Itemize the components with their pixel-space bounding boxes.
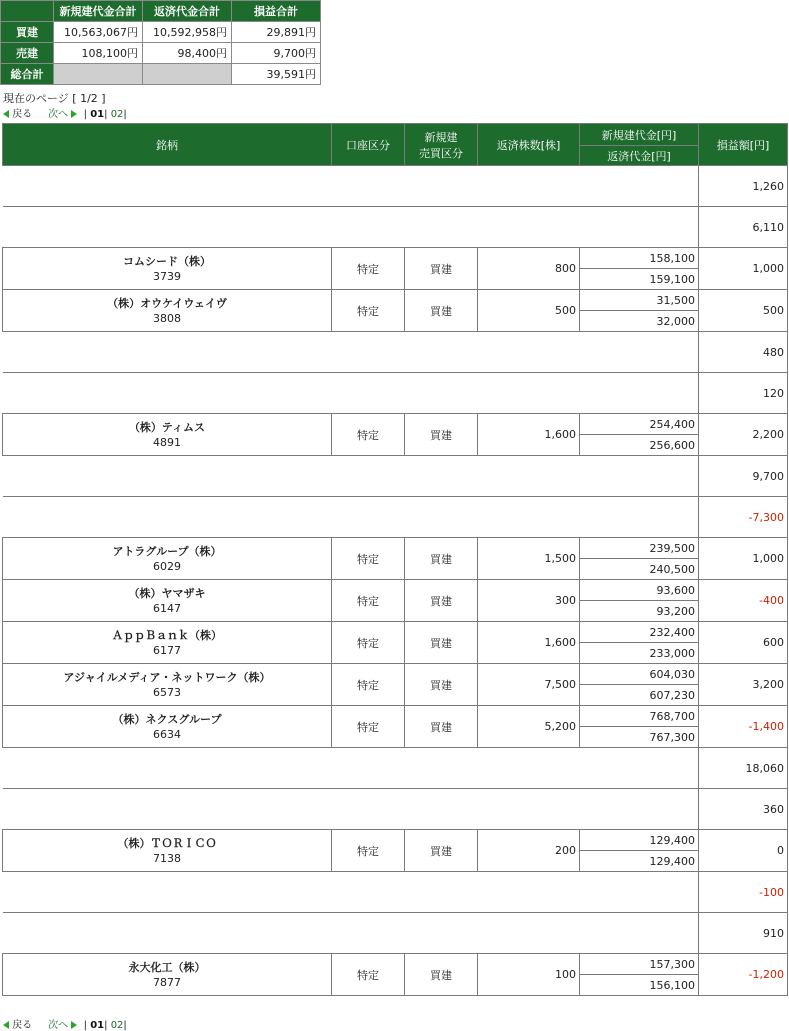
stock-code: 3739 (153, 269, 181, 283)
blank-cell (3, 332, 699, 373)
close-amount: 159,100 (580, 269, 699, 290)
close-amount: 156,100 (580, 975, 699, 996)
table-row-blank (3, 456, 788, 497)
trade-type: 買建 (405, 664, 478, 706)
table-row-blank (3, 207, 788, 248)
table-row-blank (3, 332, 788, 373)
account-type: 特定 (332, 580, 405, 622)
profit-loss: -100 (699, 872, 788, 913)
table-row-blank (3, 913, 788, 954)
prev-label: 戻る (12, 1020, 33, 1031)
open-amount: 768,700 (580, 706, 699, 727)
table-row (3, 290, 788, 311)
profit-loss: 1,000 (699, 248, 788, 290)
header-trade-type-line1: 新規建 (424, 130, 458, 144)
blank-cell (3, 166, 699, 207)
profit-loss: 9,700 (699, 456, 788, 497)
close-amount: 129,400 (580, 851, 699, 872)
quantity: 500 (478, 290, 580, 332)
quantity: 300 (478, 580, 580, 622)
summary-cell: 10,563,067円 (54, 22, 143, 43)
open-amount: 254,400 (580, 414, 699, 435)
profit-loss: 480 (699, 332, 788, 373)
positions-table (2, 123, 788, 996)
trade-type: 買建 (405, 414, 478, 456)
table-row (3, 664, 788, 685)
stock-name: （株）ティムス (128, 420, 206, 434)
stock-name: （株）ヤマザキ (128, 586, 206, 600)
trade-type: 買建 (405, 290, 478, 332)
close-amount: 256,600 (580, 435, 699, 456)
trade-type: 買建 (405, 622, 478, 664)
summary-header-open: 新規建代金合計 (54, 1, 143, 22)
open-amount: 31,500 (580, 290, 699, 311)
blank-cell (3, 913, 699, 954)
quantity: 100 (478, 954, 580, 996)
quantity: 1,600 (478, 622, 580, 664)
stock-name: （株）ＴＯＲＩＣＯ (117, 836, 217, 850)
account-type: 特定 (332, 248, 405, 290)
close-amount: 93,200 (580, 601, 699, 622)
open-amount: 158,100 (580, 248, 699, 269)
open-amount: 232,400 (580, 622, 699, 643)
separator: | (104, 1020, 108, 1031)
summary-header-pl: 損益合計 (232, 1, 321, 22)
summary-total-label: 総合計 (1, 64, 54, 85)
stock-name-cell (3, 706, 332, 748)
open-amount: 129,400 (580, 830, 699, 851)
stock-name: アトラグループ（株） (112, 544, 222, 558)
summary-row-label: 買建 (1, 22, 54, 43)
summary-corner (1, 1, 54, 22)
summary-cell: 98,400円 (143, 43, 232, 64)
close-amount: 767,300 (580, 727, 699, 748)
table-row (3, 706, 788, 727)
trade-type: 買建 (405, 954, 478, 996)
table-row (3, 580, 788, 601)
stock-name-cell (3, 290, 332, 332)
table-row-blank (3, 748, 788, 789)
separator: | (83, 109, 88, 120)
close-amount: 240,500 (580, 559, 699, 580)
header-pl: 損益額[円] (699, 124, 788, 166)
page-link-2[interactable]: 02 (110, 1020, 124, 1031)
quantity: 7,500 (478, 664, 580, 706)
open-amount: 93,600 (580, 580, 699, 601)
trade-type: 買建 (405, 706, 478, 748)
header-name: 銘柄 (3, 124, 332, 166)
summary-cell: 9,700円 (232, 43, 321, 64)
page-indicator: 現在のページ [ 1/2 ] (3, 92, 106, 105)
stock-name-cell (3, 664, 332, 706)
profit-loss: -7,300 (699, 497, 788, 538)
header-account: 口座区分 (332, 124, 405, 166)
summary-total-pl: 39,591円 (232, 64, 321, 85)
stock-name: ＡｐｐＢａｎｋ（株） (112, 628, 222, 642)
header-close-amount: 返済代金[円] (580, 146, 699, 166)
table-row (3, 414, 788, 435)
page-link-current: 01 (90, 109, 105, 120)
next-arrow-icon[interactable] (71, 110, 77, 118)
table-row (3, 248, 788, 269)
stock-name-cell (3, 954, 332, 996)
blank-cell (3, 872, 699, 913)
stock-name: アジャイルメディア・ネットワーク（株） (63, 670, 271, 684)
stock-code: 6029 (153, 559, 181, 573)
header-qty: 返済株数[株] (478, 124, 580, 166)
summary-cell: 108,100円 (54, 43, 143, 64)
stock-name-cell (3, 538, 332, 580)
account-type: 特定 (332, 290, 405, 332)
stock-code: 6147 (153, 601, 181, 615)
profit-loss: 3,200 (699, 664, 788, 706)
blank-cell (3, 456, 699, 497)
stock-code: 6177 (153, 643, 181, 657)
profit-loss: 910 (699, 913, 788, 954)
table-row-blank (3, 789, 788, 830)
trade-type: 買建 (405, 538, 478, 580)
blank-cell (3, 748, 699, 789)
profit-loss: 2,200 (699, 414, 788, 456)
open-amount: 239,500 (580, 538, 699, 559)
next-link[interactable]: 次へ (48, 1020, 69, 1031)
table-row (3, 830, 788, 851)
account-type: 特定 (332, 706, 405, 748)
quantity: 200 (478, 830, 580, 872)
stock-name-cell (3, 580, 332, 622)
blank-cell (3, 207, 699, 248)
table-row-blank (3, 497, 788, 538)
blank-cell (3, 789, 699, 830)
summary-cell-empty (54, 64, 143, 85)
stock-name: コムシード（株） (123, 254, 211, 268)
header-trade-type-line2: 売買区分 (419, 146, 463, 160)
stock-name: （株）オウケイウェイヴ (107, 296, 227, 310)
separator: | (104, 109, 108, 120)
separator: | (123, 109, 127, 120)
trade-type: 買建 (405, 830, 478, 872)
table-row (3, 622, 788, 643)
table-row (3, 538, 788, 559)
profit-loss: 600 (699, 622, 788, 664)
open-amount: 157,300 (580, 954, 699, 975)
next-link[interactable]: 次へ (48, 109, 69, 120)
profit-loss: 1,000 (699, 538, 788, 580)
account-type: 特定 (332, 538, 405, 580)
separator: | (83, 1020, 88, 1031)
summary-row-label: 売建 (1, 43, 54, 64)
stock-name: （株）ネクスグループ (112, 712, 222, 726)
stock-code: 7877 (153, 975, 181, 989)
account-type: 特定 (332, 414, 405, 456)
close-amount: 233,000 (580, 643, 699, 664)
stock-name-cell (3, 830, 332, 872)
prev-arrow-icon (3, 1021, 9, 1029)
page-link-2[interactable]: 02 (110, 109, 124, 120)
open-amount: 604,030 (580, 664, 699, 685)
profit-loss: -1,400 (699, 706, 788, 748)
profit-loss: 120 (699, 373, 788, 414)
page-link-current: 01 (90, 1020, 105, 1031)
account-type: 特定 (332, 664, 405, 706)
quantity: 800 (478, 248, 580, 290)
stock-code: 4891 (153, 435, 181, 449)
profit-loss: 1,260 (699, 166, 788, 207)
profit-loss: -1,200 (699, 954, 788, 996)
pagination-top (3, 105, 127, 120)
close-amount: 607,230 (580, 685, 699, 706)
header-open-amount: 新規建代金[円] (580, 124, 699, 146)
profit-loss: 500 (699, 290, 788, 332)
summary-cell-empty (143, 64, 232, 85)
quantity: 5,200 (478, 706, 580, 748)
stock-name-cell (3, 622, 332, 664)
profit-loss: 6,110 (699, 207, 788, 248)
close-amount: 32,000 (580, 311, 699, 332)
trade-type: 買建 (405, 580, 478, 622)
summary-cell: 10,592,958円 (143, 22, 232, 43)
stock-name: 永大化工（株） (128, 960, 206, 974)
summary-table (0, 0, 321, 85)
stock-code: 6573 (153, 685, 181, 699)
stock-code: 7138 (153, 851, 181, 865)
stock-code: 6634 (153, 727, 181, 741)
header-trade-type (405, 124, 478, 166)
table-row-blank (3, 166, 788, 207)
table-row-blank (3, 872, 788, 913)
prev-label: 戻る (12, 109, 33, 120)
separator: | (123, 1020, 127, 1031)
stock-name-cell (3, 414, 332, 456)
quantity: 1,600 (478, 414, 580, 456)
profit-loss: 360 (699, 789, 788, 830)
blank-cell (3, 373, 699, 414)
next-arrow-icon[interactable] (71, 1021, 77, 1029)
profit-loss: 0 (699, 830, 788, 872)
trade-type: 買建 (405, 248, 478, 290)
stock-code: 3808 (153, 311, 181, 325)
account-type: 特定 (332, 954, 405, 996)
quantity: 1,500 (478, 538, 580, 580)
account-type: 特定 (332, 622, 405, 664)
summary-cell: 29,891円 (232, 22, 321, 43)
table-row (3, 954, 788, 975)
profit-loss: 18,060 (699, 748, 788, 789)
profit-loss: -400 (699, 580, 788, 622)
prev-arrow-icon (3, 110, 9, 118)
table-row-blank (3, 373, 788, 414)
summary-header-close: 返済代金合計 (143, 1, 232, 22)
blank-cell (3, 497, 699, 538)
account-type: 特定 (332, 830, 405, 872)
stock-name-cell (3, 248, 332, 290)
